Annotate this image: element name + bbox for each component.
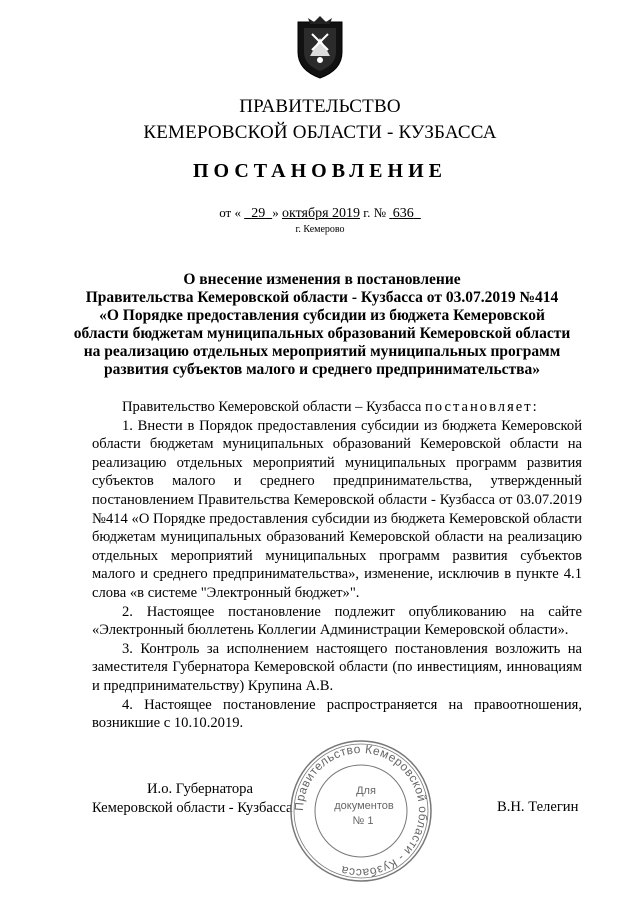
decree-day: 29 [251,206,266,221]
signatory-title [92,780,312,818]
year-suffix: г. [363,205,371,220]
stamp-center-line1: Для [356,785,376,797]
date-mid: » [272,205,279,220]
signatory-title-line2: Кемеровской области - Кузбасса [92,800,293,816]
body-item-4: 4. Настоящее постановление распространяется на правоотношения, возникшие с 10.10.2019. [92,696,582,732]
date-prefix: от « [219,205,241,220]
decree-title: ПОСТАНОВЛЕНИЕ [193,160,447,182]
stamp-ring-text: Правительство Кемеровской области - Кузбасса [291,741,431,881]
subject-line: О внесение изменения в постановление [183,271,461,288]
decree-subject [72,271,572,379]
government-title-line1: ПРАВИТЕЛЬСТВО [239,96,401,117]
intro-verb: постановляет: [425,399,539,415]
official-stamp [286,736,436,886]
subject-line: области бюджетам муниципальных образований Кемеровской области [73,325,571,342]
decree-month-year: октября 2019 [281,206,361,221]
body-intro: Правительство Кемеровской области – Кузбасса постановляет: [122,399,539,415]
decree-body [92,398,582,733]
subject-line: развития субъектов малого и среднего предпринимательства» [103,361,541,378]
subject-line: Правительства Кемеровской области - Кузбасса от 03.07.2019 №414 [85,289,559,306]
signatory-title-line1: И.о. Губернатора [147,781,253,797]
government-title-line2: КЕМЕРОВСКОЙ ОБЛАСТИ - КУЗБАССА [143,122,497,143]
body-item-3: 3. Контроль за исполнением настоящего постановления возложить на заместителя Губернатора Кемеровской области (по инвестициям, инновациям и предпринимательству) Крупина А.В. [92,640,582,694]
coat-of-arms-emblem [290,12,350,82]
number-sign: № [373,205,387,220]
decree-date-line [0,205,640,222]
decree-number: 636 [392,206,414,221]
body-item-1: 1. Внести в Порядок предоставления субсидии из бюджета Кемеровской области бюджетам муниципальных образований Кемеровской области на реализацию отдельных мероприятий муниципальных программ развития субъектов малого и среднего предпринимательства, утвержденный постановлением Правительства Кемеровской области - Кузбасса от 03.07.2019 №414 «О Порядке предоставления субсидии из бюджета Кемеровской области бюджетам муниципальных образований Кемеровской области на реализацию отдельных мероприятий муниципальных программ развития субъектов малого и среднего предпринимательства», изменение, исключив в пункте 4.1 слова «в системе "Электронный бюджет»". [92,417,582,601]
body-item-2: 2. Настоящее постановление подлежит опубликованию на сайте «Электронный бюллетень Коллегии Администрации Кемеровской области». [92,603,582,639]
subject-line: «О Порядке предоставления субсидии из бюджета Кемеровской [99,307,545,324]
signatory-name: В.Н. Телегин [497,799,579,815]
stamp-center-line2: документов [334,800,394,812]
subject-line: на реализацию отдельных мероприятий муниципальных программ [83,343,561,360]
decree-city: г. Кемерово [295,224,345,235]
stamp-center-line3: № 1 [352,815,374,827]
